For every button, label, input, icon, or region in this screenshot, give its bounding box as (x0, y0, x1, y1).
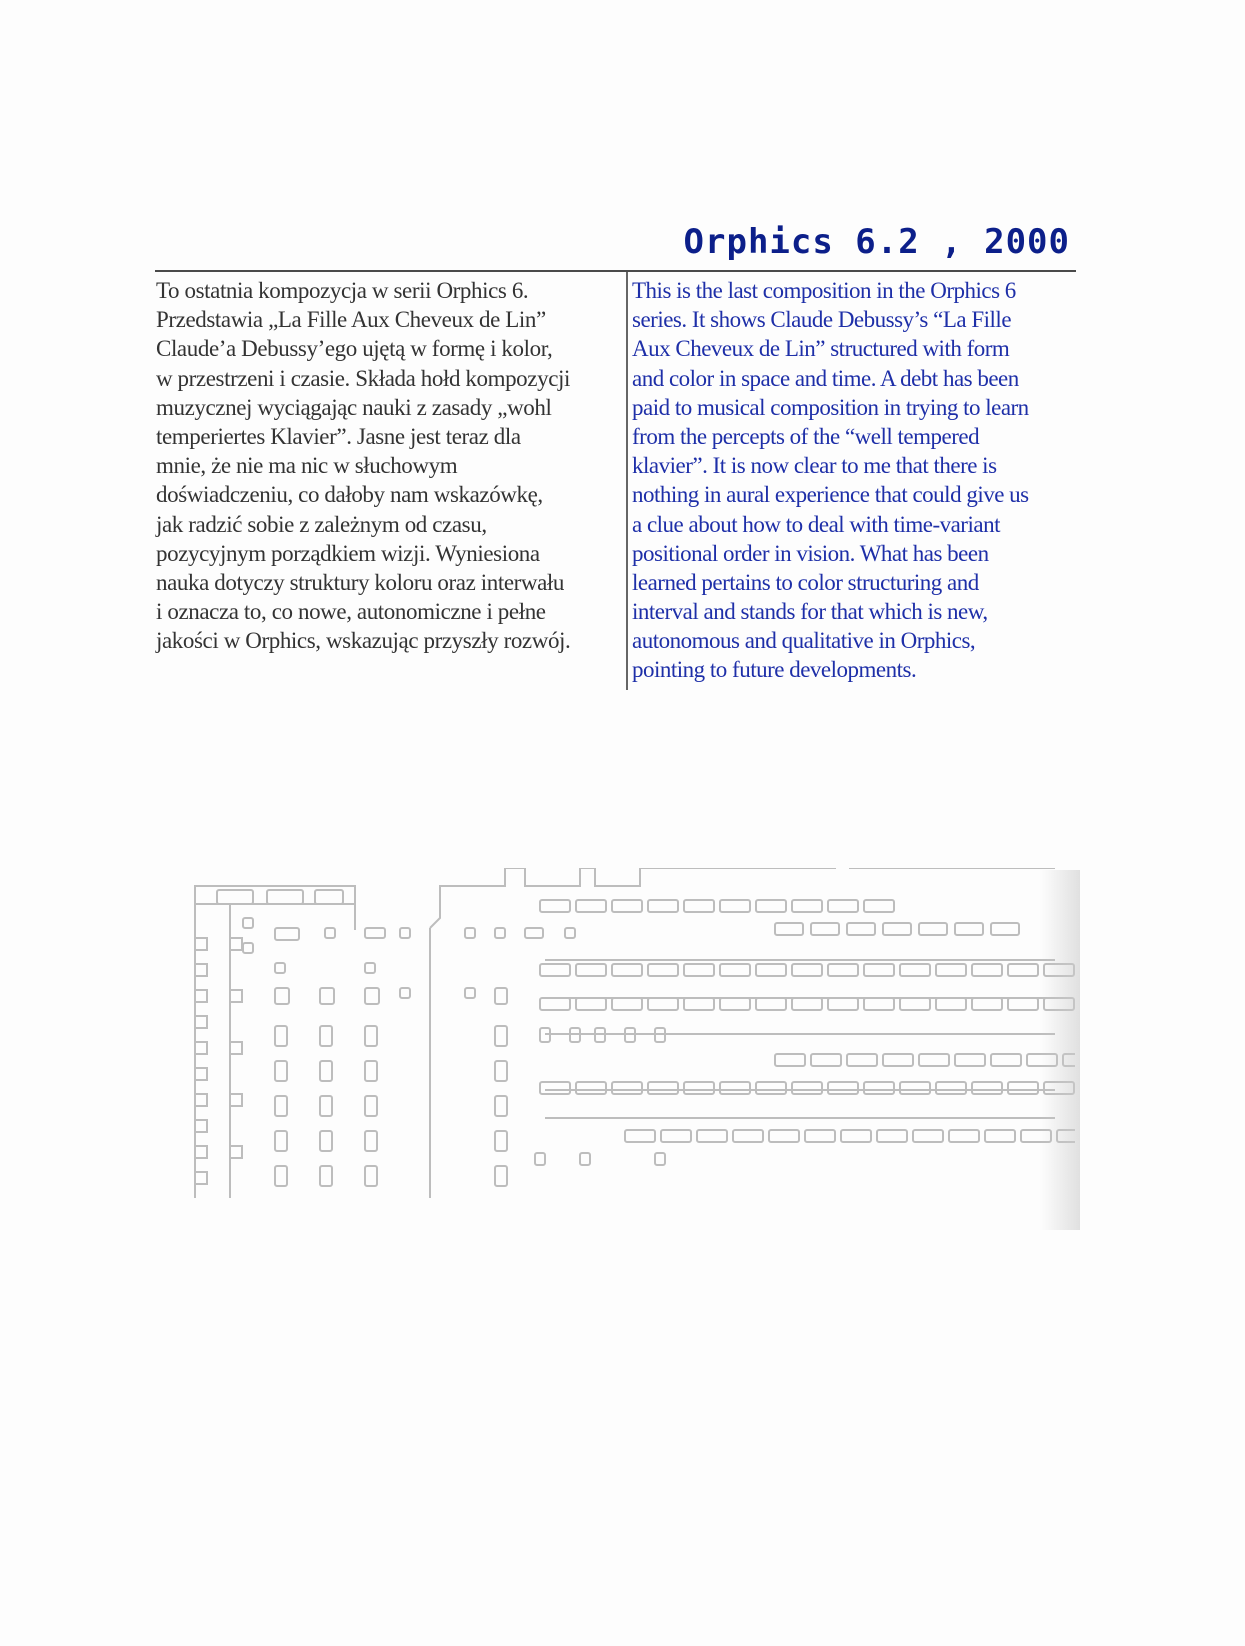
artwork-cell (972, 964, 1002, 976)
artwork-cell (775, 1054, 805, 1066)
artwork-cell (525, 928, 543, 938)
artwork-cell (955, 1054, 985, 1066)
artwork-cell (275, 928, 299, 940)
artwork-cell (756, 900, 786, 912)
polish-text-line: To ostatnia kompozycja w serii Orphics 6. (156, 278, 529, 303)
artwork-cell (900, 998, 930, 1010)
artwork-cell (841, 1130, 871, 1142)
artwork-cell (847, 1054, 877, 1066)
artwork-cell (576, 1082, 606, 1094)
artwork-cell (365, 1026, 377, 1046)
artwork-cell (811, 923, 839, 935)
artwork-cell (936, 1082, 966, 1094)
english-text-line: interval and stands for that which is new, (632, 599, 988, 625)
artwork-cell (756, 964, 786, 976)
artwork-cell (365, 928, 385, 938)
artwork-cell (275, 988, 289, 1004)
polish-text-line: w przestrzeni i czasie. Składa hołd kompozycji (156, 365, 570, 391)
artwork-cell (535, 1153, 545, 1165)
english-text-line: autonomous and qualitative in Orphics, (632, 628, 976, 654)
artwork-cell (864, 900, 894, 912)
artwork-cell (267, 890, 303, 904)
artwork-cell (540, 1082, 570, 1094)
english-text-line: from the percepts of the “well tempered (632, 423, 980, 449)
polish-text-line: doświadczeniu, co dałoby nam wskazówkę, (156, 482, 543, 508)
artwork-cell (365, 1096, 377, 1116)
artwork-cell (1008, 1082, 1038, 1094)
artwork-cell (697, 1130, 727, 1142)
artwork-cell (540, 964, 570, 976)
artwork-edge-shading (1040, 870, 1080, 1230)
artwork-cell (495, 928, 505, 938)
artwork-cell (612, 998, 642, 1010)
english-text-line: a clue about how to deal with time-variant (632, 511, 1000, 537)
artwork-cell (400, 928, 410, 938)
polish-text-line: jakości w Orphics, wskazując przyszły rozwój. (156, 628, 571, 654)
artwork-cell (792, 964, 822, 976)
artwork-cell (365, 1061, 377, 1081)
artwork-cell (495, 1026, 507, 1046)
artwork-cell (243, 943, 253, 953)
artwork-cell (365, 1166, 377, 1186)
artwork-cell (275, 1026, 287, 1046)
artwork-cell (540, 900, 570, 912)
artwork-cell (625, 1130, 655, 1142)
polish-text-line: jak radzić sobie z zależnym od czasu, (156, 511, 487, 537)
artwork-cell (465, 988, 475, 998)
artwork-cell (991, 923, 1019, 935)
artwork-cell (565, 928, 575, 938)
english-text-line: klavier”. It is now clear to me that there is (632, 453, 997, 479)
polish-text-line: i oznacza to, co nowe, autonomiczne i pełne (156, 599, 546, 625)
artwork-cell (325, 928, 335, 938)
english-text-line: nothing in aural experience that could give us (632, 482, 1029, 508)
artwork-cell (217, 890, 253, 904)
artwork-cell (828, 998, 858, 1010)
artwork-cell (275, 963, 285, 973)
artwork-cell (972, 1082, 1002, 1094)
artwork-cell (883, 1054, 913, 1066)
polish-text-line: temperiertes Klavier”. Jasne jest teraz dla (156, 423, 521, 449)
artwork-cell (275, 1061, 287, 1081)
artwork-cell (864, 998, 894, 1010)
artwork-cell (1008, 964, 1038, 976)
artwork-cell (495, 1096, 507, 1116)
artwork-cell (243, 918, 253, 928)
artwork-cell (612, 900, 642, 912)
artwork-cell (877, 1130, 907, 1142)
artwork-cell (612, 1082, 642, 1094)
artwork-cell (648, 900, 678, 912)
artwork-cell (275, 1096, 287, 1116)
artwork-cell (495, 988, 507, 1004)
artwork-cell (864, 1082, 894, 1094)
artwork-cell (913, 1130, 943, 1142)
english-text-line: and color in space and time. A debt has been (632, 365, 1019, 391)
artwork-cell (684, 998, 714, 1010)
english-text-line: paid to musical composition in trying to learn (632, 394, 1029, 420)
artwork-left-tower-steps (195, 938, 242, 1184)
artwork-cell (864, 964, 894, 976)
artwork-cell (661, 1130, 691, 1142)
artwork-cell (365, 1131, 377, 1151)
artwork-cell (320, 1061, 332, 1081)
artwork-cell (320, 1131, 332, 1151)
english-text-line: learned pertains to color structuring and (632, 569, 979, 595)
artwork-cell (756, 998, 786, 1010)
artwork-cell (972, 998, 1002, 1010)
english-text-line: Aux Cheveux de Lin” structured with form (632, 336, 1010, 362)
artwork-cell (919, 923, 947, 935)
artwork-cell (720, 1082, 750, 1094)
artwork-cell (900, 964, 930, 976)
artwork-cell (792, 998, 822, 1010)
artwork-cell (883, 923, 911, 935)
artwork-cell (365, 988, 379, 1004)
page-title: Orphics 6.2 , 2000 (683, 222, 1070, 262)
artwork-cell (576, 998, 606, 1010)
artwork-cell (811, 1054, 841, 1066)
artwork-cell (495, 1061, 507, 1081)
polish-text-line: Przedstawia „La Fille Aux Cheveux de Lin” (156, 307, 546, 333)
artwork-cell (275, 1166, 287, 1186)
artwork-cell (576, 900, 606, 912)
artwork-cell (648, 964, 678, 976)
artwork-cell (828, 900, 858, 912)
artwork-cell (720, 964, 750, 976)
artwork-cell (648, 998, 678, 1010)
polish-text-line: mnie, że nie ma nic w słuchowym (156, 453, 458, 479)
artwork-cell (648, 1082, 678, 1094)
artwork-cell (720, 998, 750, 1010)
artwork-cell (365, 963, 375, 973)
english-text-line: positional order in vision. What has been (632, 540, 989, 566)
english-text-line: pointing to future developments. (632, 657, 917, 683)
polish-text-line: pozycyjnym porządkiem wizji. Wyniesiona (156, 540, 540, 566)
polish-text-line: nauka dotyczy struktury koloru oraz interwału (156, 569, 565, 595)
artwork-cell (720, 900, 750, 912)
artwork-cell (936, 998, 966, 1010)
artwork-cell (580, 1153, 590, 1165)
artwork-cell (320, 1166, 332, 1186)
artwork-cell (792, 1082, 822, 1094)
artwork-cell (684, 964, 714, 976)
title-rule (155, 270, 1076, 272)
english-text-line: This is the last composition in the Orphics 6 (632, 278, 1016, 303)
artwork-cell (900, 1082, 930, 1094)
artwork-cell (733, 1130, 763, 1142)
artwork-cell (936, 964, 966, 976)
artwork-cell (684, 900, 714, 912)
artwork-cell (576, 964, 606, 976)
artwork-cell (991, 1054, 1021, 1066)
artwork-cell (828, 964, 858, 976)
artwork-cell (540, 998, 570, 1010)
artwork-cell (612, 964, 642, 976)
artwork-cell (805, 1130, 835, 1142)
artwork-cell (1008, 998, 1038, 1010)
english-text-column (632, 276, 1029, 685)
artwork-cell (769, 1130, 799, 1142)
artwork-cell (320, 1096, 332, 1116)
artwork-cell (847, 923, 875, 935)
artwork-cell (495, 1166, 507, 1186)
artwork-cell (684, 1082, 714, 1094)
column-divider (626, 272, 628, 690)
artwork-cell (495, 1131, 507, 1151)
polish-text-line: muzycznej wyciągając nauki z zasady „wohl (156, 394, 552, 420)
artwork-cell (756, 1082, 786, 1094)
artwork-cell (775, 923, 803, 935)
artwork-cell (655, 1153, 665, 1165)
artwork-cell (919, 1054, 949, 1066)
artwork-cell (400, 988, 410, 998)
artwork-cell (949, 1130, 979, 1142)
artwork-cell (828, 1082, 858, 1094)
polish-text-column (156, 276, 570, 655)
artwork-cell (985, 1130, 1015, 1142)
orphics-outline-artwork (185, 868, 1075, 1228)
artwork-cell (792, 900, 822, 912)
artwork-cell (315, 890, 343, 904)
artwork-cell (320, 1026, 332, 1046)
english-text-line: series. It shows Claude Debussy’s “La Fille (632, 307, 1012, 333)
artwork-cell (955, 923, 983, 935)
polish-text-line: Claude’a Debussy’ego ujętą w formę i kolor, (156, 336, 553, 362)
artwork-cell (465, 928, 475, 938)
artwork-cell (275, 1131, 287, 1151)
artwork-cell (320, 988, 334, 1004)
